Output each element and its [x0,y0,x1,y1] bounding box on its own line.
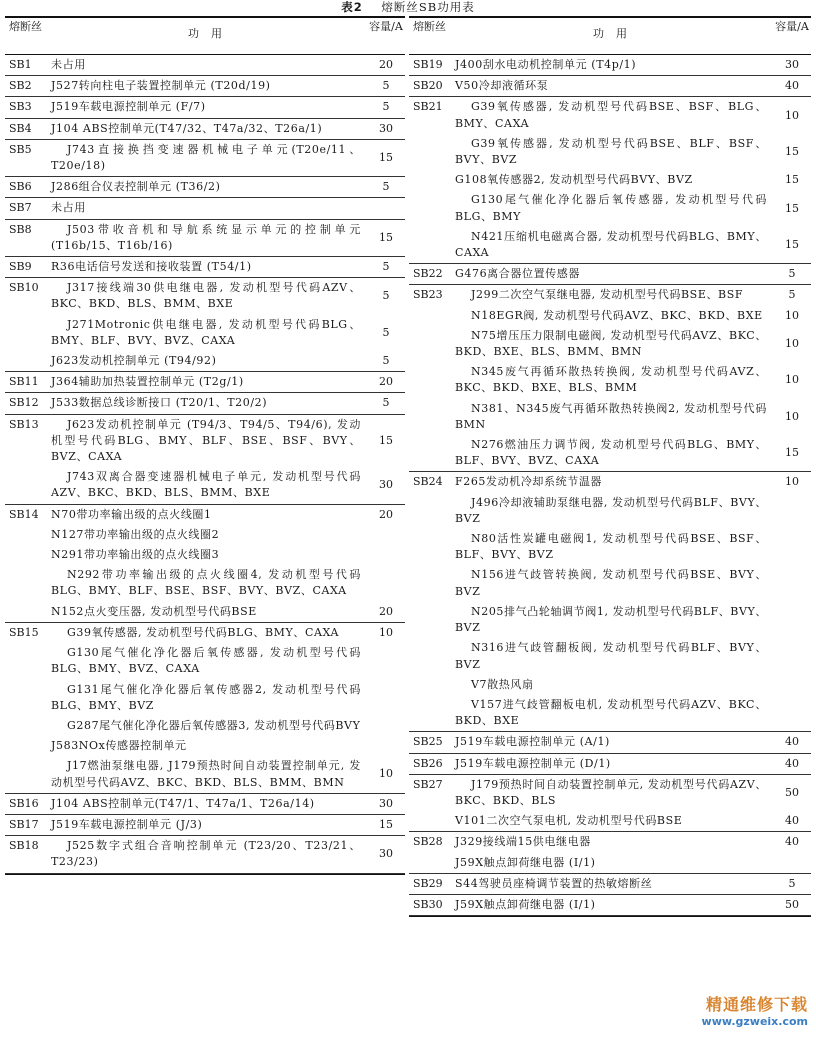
fuse-group [5,140,405,177]
fuse-group [409,732,811,753]
fuse-code: SB20 [413,79,443,93]
fuse-group [409,472,811,732]
table-row [409,229,811,261]
fuse-function: N345废气再循环散热转换阀, 发动机型号代码AVZ、BKC、BKD、BXE、BLS、BMM [455,365,767,395]
fuse-capacity: 15 [379,433,393,447]
table-row [5,718,405,734]
header-fuse: 熔断丝 [9,20,42,33]
watermark-url: www.gzweix.com [701,1015,808,1028]
fuse-function: N70带功率输出级的点火线圈1 [51,507,212,521]
fuse-function: G476离合器位置传感器 [455,267,580,281]
table-row [5,374,405,390]
fuse-group [5,220,405,257]
fuse-group [5,372,405,393]
fuse-function: V157进气歧管翻板电机, 发动机型号代码AZV、BKC、BKD、BXE [455,697,767,728]
fuse-code: SB16 [9,796,39,810]
table-row [409,640,811,672]
fuse-function: J519车载电源控制单元 (D/1) [455,756,611,770]
fuse-function: J59X触点卸荷继电器 (I/1) [455,855,596,869]
fuse-group [409,264,811,285]
fuse-function: N381、N345废气再循环散热转换阀2, 发动机型号代码BMN [455,401,767,431]
fuse-function: G108氧传感器2, 发动机型号代码BVY、BVZ [455,173,693,187]
fuse-capacity: 5 [382,180,390,194]
fuse-group [409,97,811,264]
fuse-group [5,415,405,505]
header-capacity: 容量/A [775,20,809,33]
fuse-capacity: 50 [785,785,799,799]
table-row [5,604,405,620]
table-row [409,401,811,433]
table-row [5,738,405,754]
fuse-capacity: 10 [379,625,393,639]
table-row [409,604,811,636]
fuse-code: SB30 [413,897,443,911]
fuse-capacity: 30 [785,58,799,71]
fuse-function: J59X触点卸荷继电器 (I/1) [455,897,596,911]
fuse-code: SB15 [9,625,39,639]
fuse-function: J299二次空气泵继电器, 发动机型号代码BSE、BSF [471,288,744,302]
fuse-code: SB19 [413,58,443,71]
fuse-function: S44驾驶员座椅调节装置的热敏熔断丝 [455,876,653,890]
fuse-code: SB10 [9,281,39,295]
fuse-function: J519车载电源控制单元 (J/3) [51,817,203,831]
fuse-capacity: 30 [379,847,393,861]
fuse-function: V7散热风扇 [471,677,534,691]
table-row [5,838,405,870]
fuse-capacity: 10 [785,409,799,423]
fuse-function: J525数字式组合音响控制单元 (T23/20、T23/21、T23/23) [51,839,361,869]
fuse-function: J286组合仪表控制单元 (T36/2) [51,180,221,194]
fuse-capacity: 5 [788,267,796,281]
table-row [409,855,811,871]
fuse-capacity: 40 [785,814,799,828]
fuse-capacity: 20 [379,507,393,521]
fuse-capacity: 5 [382,325,390,339]
fuse-group [5,505,405,623]
table-body-right [409,55,811,916]
fuse-table-left [5,16,405,875]
fuse-function: J317接线端30供电继电器, 发动机型号代码AZV、BKC、BKD、BLS、BMM、BXE [51,281,361,311]
fuse-group [5,794,405,815]
fuse-code: SB18 [9,839,39,853]
table-row [5,507,405,523]
table-row [5,142,405,174]
fuse-function: N421压缩机电磁离合器, 发动机型号代码BLG、BMY、CAXA [455,229,767,260]
fuse-group [5,198,405,219]
fuse-function: 未占用 [51,58,86,71]
fuse-code: SB22 [413,267,443,281]
table-caption: 熔断丝SB功用表 [381,0,475,14]
table-row [409,192,811,224]
table-row [409,567,811,599]
fuse-function: J364辅助加热装置控制单元 (T2g/1) [51,375,244,389]
header-capacity: 容量/A [369,20,403,33]
fuse-function: J17燃油泵继电器, J179预热时间自动装置控制单元, 发动机型号代码AVZ、BKC、BKD、BLS、BMM、BMN [51,759,361,789]
fuse-code: SB21 [413,100,443,114]
table-row [5,200,405,216]
fuse-code: SB4 [9,121,32,135]
table-row [409,328,811,360]
fuse-group [5,119,405,140]
fuse-capacity: 5 [382,260,390,274]
fuse-function: N152点火变压器, 发动机型号代码BSE [51,604,257,618]
fuse-function: J623发动机控制单元 (T94/3、T94/5、T94/6), 发动机型号代码BLG、BMY、BLF、BSE、BSF、BVY、BVZ、CAXA [51,417,361,464]
fuse-code: SB9 [9,260,32,274]
fuse-code: SB17 [9,817,39,831]
fuse-group [409,754,811,775]
fuse-function: N75增压压力限制电磁阀, 发动机型号代码AVZ、BKC、BKD、BXE、BLS、BMM、BMN [455,328,767,359]
fuse-function: J519车载电源控制单元 (A/1) [455,735,610,749]
fuse-function: J496冷却液辅助泵继电器, 发动机型号代码BLF、BVY、BVZ [455,495,767,525]
fuse-group [409,775,811,833]
fuse-function: G39氧传感器, 发动机型号代码BSE、BSF、BLG、BMY、CAXA [455,100,767,130]
table-row [409,834,811,850]
header-function: 功用 [188,27,234,40]
fuse-capacity: 10 [785,475,799,489]
fuse-function: G130尾气催化净化器后氧传感器, 发动机型号代码BLG、BMY、BVZ、CAXA [51,646,361,676]
fuse-function: G39氧传感器, 发动机型号代码BLG、BMY、CAXA [67,625,340,639]
fuse-function: J104 ABS控制单元(T47/1、T47a/1、T26a/14) [51,796,315,810]
fuse-capacity: 10 [785,336,799,350]
table-row [5,78,405,94]
table-row [409,734,811,750]
watermark-title: 精通维修下载 [705,995,808,1014]
table-row [409,495,811,527]
fuse-group [409,895,811,916]
table-row [409,437,811,469]
table-row [5,179,405,195]
table-row [409,876,811,892]
table-row [5,57,405,73]
fuse-capacity: 40 [785,79,799,93]
table-row [5,758,405,790]
watermark [702,992,808,1028]
fuse-capacity: 5 [788,288,796,302]
fuse-capacity: 10 [785,308,799,322]
table-row [409,364,811,396]
fuse-function: N80活性炭罐电磁阀1, 发动机型号代码BSE、BSF、BLF、BVY、BVZ [455,532,767,562]
fuse-capacity: 15 [379,230,393,244]
fuse-group [5,257,405,278]
fuse-code: SB5 [9,142,32,156]
fuse-group [5,836,405,873]
fuse-function: J503带收音机和导航系统显示单元的控制单元 (T16b/15、T16b/16) [51,222,361,252]
fuse-function: N205排气凸轮轴调节阀1, 发动机型号代码BLF、BVY、BVZ [455,604,767,635]
table-row [5,547,405,563]
fuse-function: J743直接换挡变速器机械电子单元(T20e/11、T20e/18) [51,142,361,173]
fuse-function: G287尾气催化净化器后氧传感器3, 发动机型号代码BVY [67,718,361,732]
table-row [409,172,811,188]
fuse-capacity: 20 [379,604,393,618]
fuse-capacity: 30 [379,121,393,135]
fuse-capacity: 30 [379,478,393,492]
fuse-function: J519车载电源控制单元 (F/7) [51,100,206,114]
fuse-function: J329接线端15供电继电器 [455,835,591,849]
table-row [409,756,811,772]
fuse-capacity: 40 [785,735,799,749]
table-row [409,677,811,693]
table-row [5,645,405,677]
fuse-code: SB8 [9,222,32,236]
table-row [409,136,811,168]
fuse-function: G39氧传感器, 发动机型号代码BSE、BLF、BSF、BVY、BVZ [455,136,767,167]
table-row [5,317,405,349]
fuse-code: SB26 [413,756,443,770]
table-row [5,796,405,812]
fuse-capacity: 15 [785,446,799,460]
fuse-capacity: 15 [785,173,799,187]
fuse-function: G131尾气催化净化器后氧传感器2, 发动机型号代码BLG、BMY、BVZ [51,682,361,712]
fuse-function: J179预热时间自动装置控制单元, 发动机型号代码AZV、BKC、BKD、BLS [455,777,767,807]
fuse-capacity: 5 [382,100,390,114]
table-row [409,266,811,282]
fuse-group [5,55,405,76]
fuse-code: SB6 [9,180,32,194]
table-row [5,567,405,599]
table-row [409,78,811,94]
table-row [409,813,811,829]
fuse-function: N276燃油压力调节阀, 发动机型号代码BLG、BMY、BLF、BVY、BVZ、CAXA [455,438,767,468]
header-fuse: 熔断丝 [413,20,446,33]
fuse-code: SB25 [413,735,443,749]
fuse-group [5,97,405,118]
table-header [5,18,405,55]
fuse-capacity: 5 [788,876,796,890]
table-row [5,527,405,543]
fuse-function: 未占用 [51,201,86,215]
table-row [5,259,405,275]
fuse-group [409,76,811,97]
table-row [409,308,811,324]
fuse-table-right [409,16,811,917]
table-row [409,57,811,73]
table-row [5,469,405,501]
fuse-capacity: 15 [379,150,393,164]
fuse-function: J527转向柱电子装置控制单元 (T20d/19) [51,79,271,93]
fuse-code: SB28 [413,835,443,849]
table-row [409,531,811,563]
fuse-capacity: 10 [785,108,799,122]
fuse-capacity: 5 [382,354,390,368]
fuse-capacity: 20 [379,58,393,71]
fuse-capacity: 15 [379,817,393,831]
fuse-function: R36电话信号发送和接收装置 (T54/1) [51,260,252,274]
table-row [409,474,811,490]
fuse-function: G130尾气催化净化器后氧传感器, 发动机型号代码BLG、BMY [455,193,767,223]
fuse-code: SB3 [9,100,32,114]
fuse-capacity: 40 [785,835,799,849]
fuse-group [409,874,811,895]
fuse-group [5,177,405,198]
fuse-function: N292带功率输出级的点火线圈4, 发动机型号代码BLG、BMY、BLF、BSE、BSF、BVY、BVZ、CAXA [51,568,361,598]
table-row [5,395,405,411]
fuse-group [5,393,405,414]
fuse-function: N18EGR阀, 发动机型号代码AVZ、BKC、BKD、BXE [471,308,763,322]
fuse-function: V50冷却液循环泵 [455,79,549,93]
fuse-code: SB2 [9,79,32,93]
fuse-group [409,55,811,76]
fuse-group [409,832,811,873]
table-row [5,625,405,641]
table-row [5,280,405,312]
table-row [409,287,811,303]
fuse-code: SB29 [413,876,443,890]
fuse-capacity: 15 [785,201,799,215]
fuse-code: SB24 [413,475,443,489]
fuse-function: N127带功率输出级的点火线圈2 [51,527,220,541]
fuse-code: SB13 [9,417,39,431]
fuse-capacity: 50 [785,897,799,911]
fuse-code: SB14 [9,507,39,521]
fuse-function: N316进气歧管翻板阀, 发动机型号代码BLF、BVY、BVZ [455,641,767,671]
fuse-group [409,285,811,472]
table-header [409,18,811,55]
fuse-capacity: 20 [379,375,393,389]
fuse-capacity: 40 [785,756,799,770]
table-row [5,99,405,115]
fuse-capacity: 30 [379,796,393,810]
table-row [409,897,811,913]
fuse-capacity: 15 [785,237,799,251]
fuse-function: J271Motronic供电继电器, 发动机型号代码BLG、BMY、BLF、BVY、BVZ、CAXA [51,317,361,347]
table-number: 表2 [341,0,363,14]
fuse-capacity: 5 [382,396,390,410]
fuse-code: SB11 [9,375,39,389]
fuse-capacity: 10 [379,767,393,781]
fuse-function: J583NOx传感器控制单元 [51,739,187,753]
fuse-capacity: 15 [785,144,799,158]
fuse-function: J623发动机控制单元 (T94/92) [51,354,217,368]
fuse-capacity: 10 [785,373,799,387]
fuse-code: SB7 [9,201,32,215]
table-row [5,817,405,833]
table-row [5,417,405,466]
fuse-group [5,815,405,836]
fuse-function: J400刮水电动机控制单元 (T4p/1) [455,58,637,71]
fuse-capacity: 5 [382,289,390,303]
fuse-function: J104 ABS控制单元(T47/32、T47a/32、T26a/1) [51,121,323,135]
table-body-left [5,55,405,874]
table-title [0,0,816,16]
fuse-code: SB27 [413,777,443,791]
table-row [5,121,405,137]
fuse-function: V101二次空气泵电机, 发动机型号代码BSE [455,814,683,828]
table-row [5,682,405,714]
fuse-function: N156进气歧管转换阀, 发动机型号代码BSE、BVY、BVZ [455,568,767,598]
fuse-code: SB1 [9,58,32,71]
fuse-function: J743双离合器变速器机械电子单元, 发动机型号代码AZV、BKC、BKD、BLS、BMM、BXE [51,470,361,500]
fuse-code: SB12 [9,396,39,410]
fuse-function: F265发动机冷却系统节温器 [455,475,603,489]
fuse-group [5,76,405,97]
fuse-code: SB23 [413,288,443,302]
table-row [5,353,405,369]
fuse-function: N291带功率输出级的点火线圈3 [51,548,220,562]
table-row [409,99,811,131]
fuse-capacity: 5 [382,79,390,93]
fuse-group [5,623,405,794]
fuse-group [5,278,405,372]
table-row [409,777,811,809]
header-function: 功用 [593,27,639,40]
fuse-function: J533数据总线诊断接口 (T20/1、T20/2) [51,396,268,410]
table-row [409,697,811,729]
table-row [5,222,405,254]
